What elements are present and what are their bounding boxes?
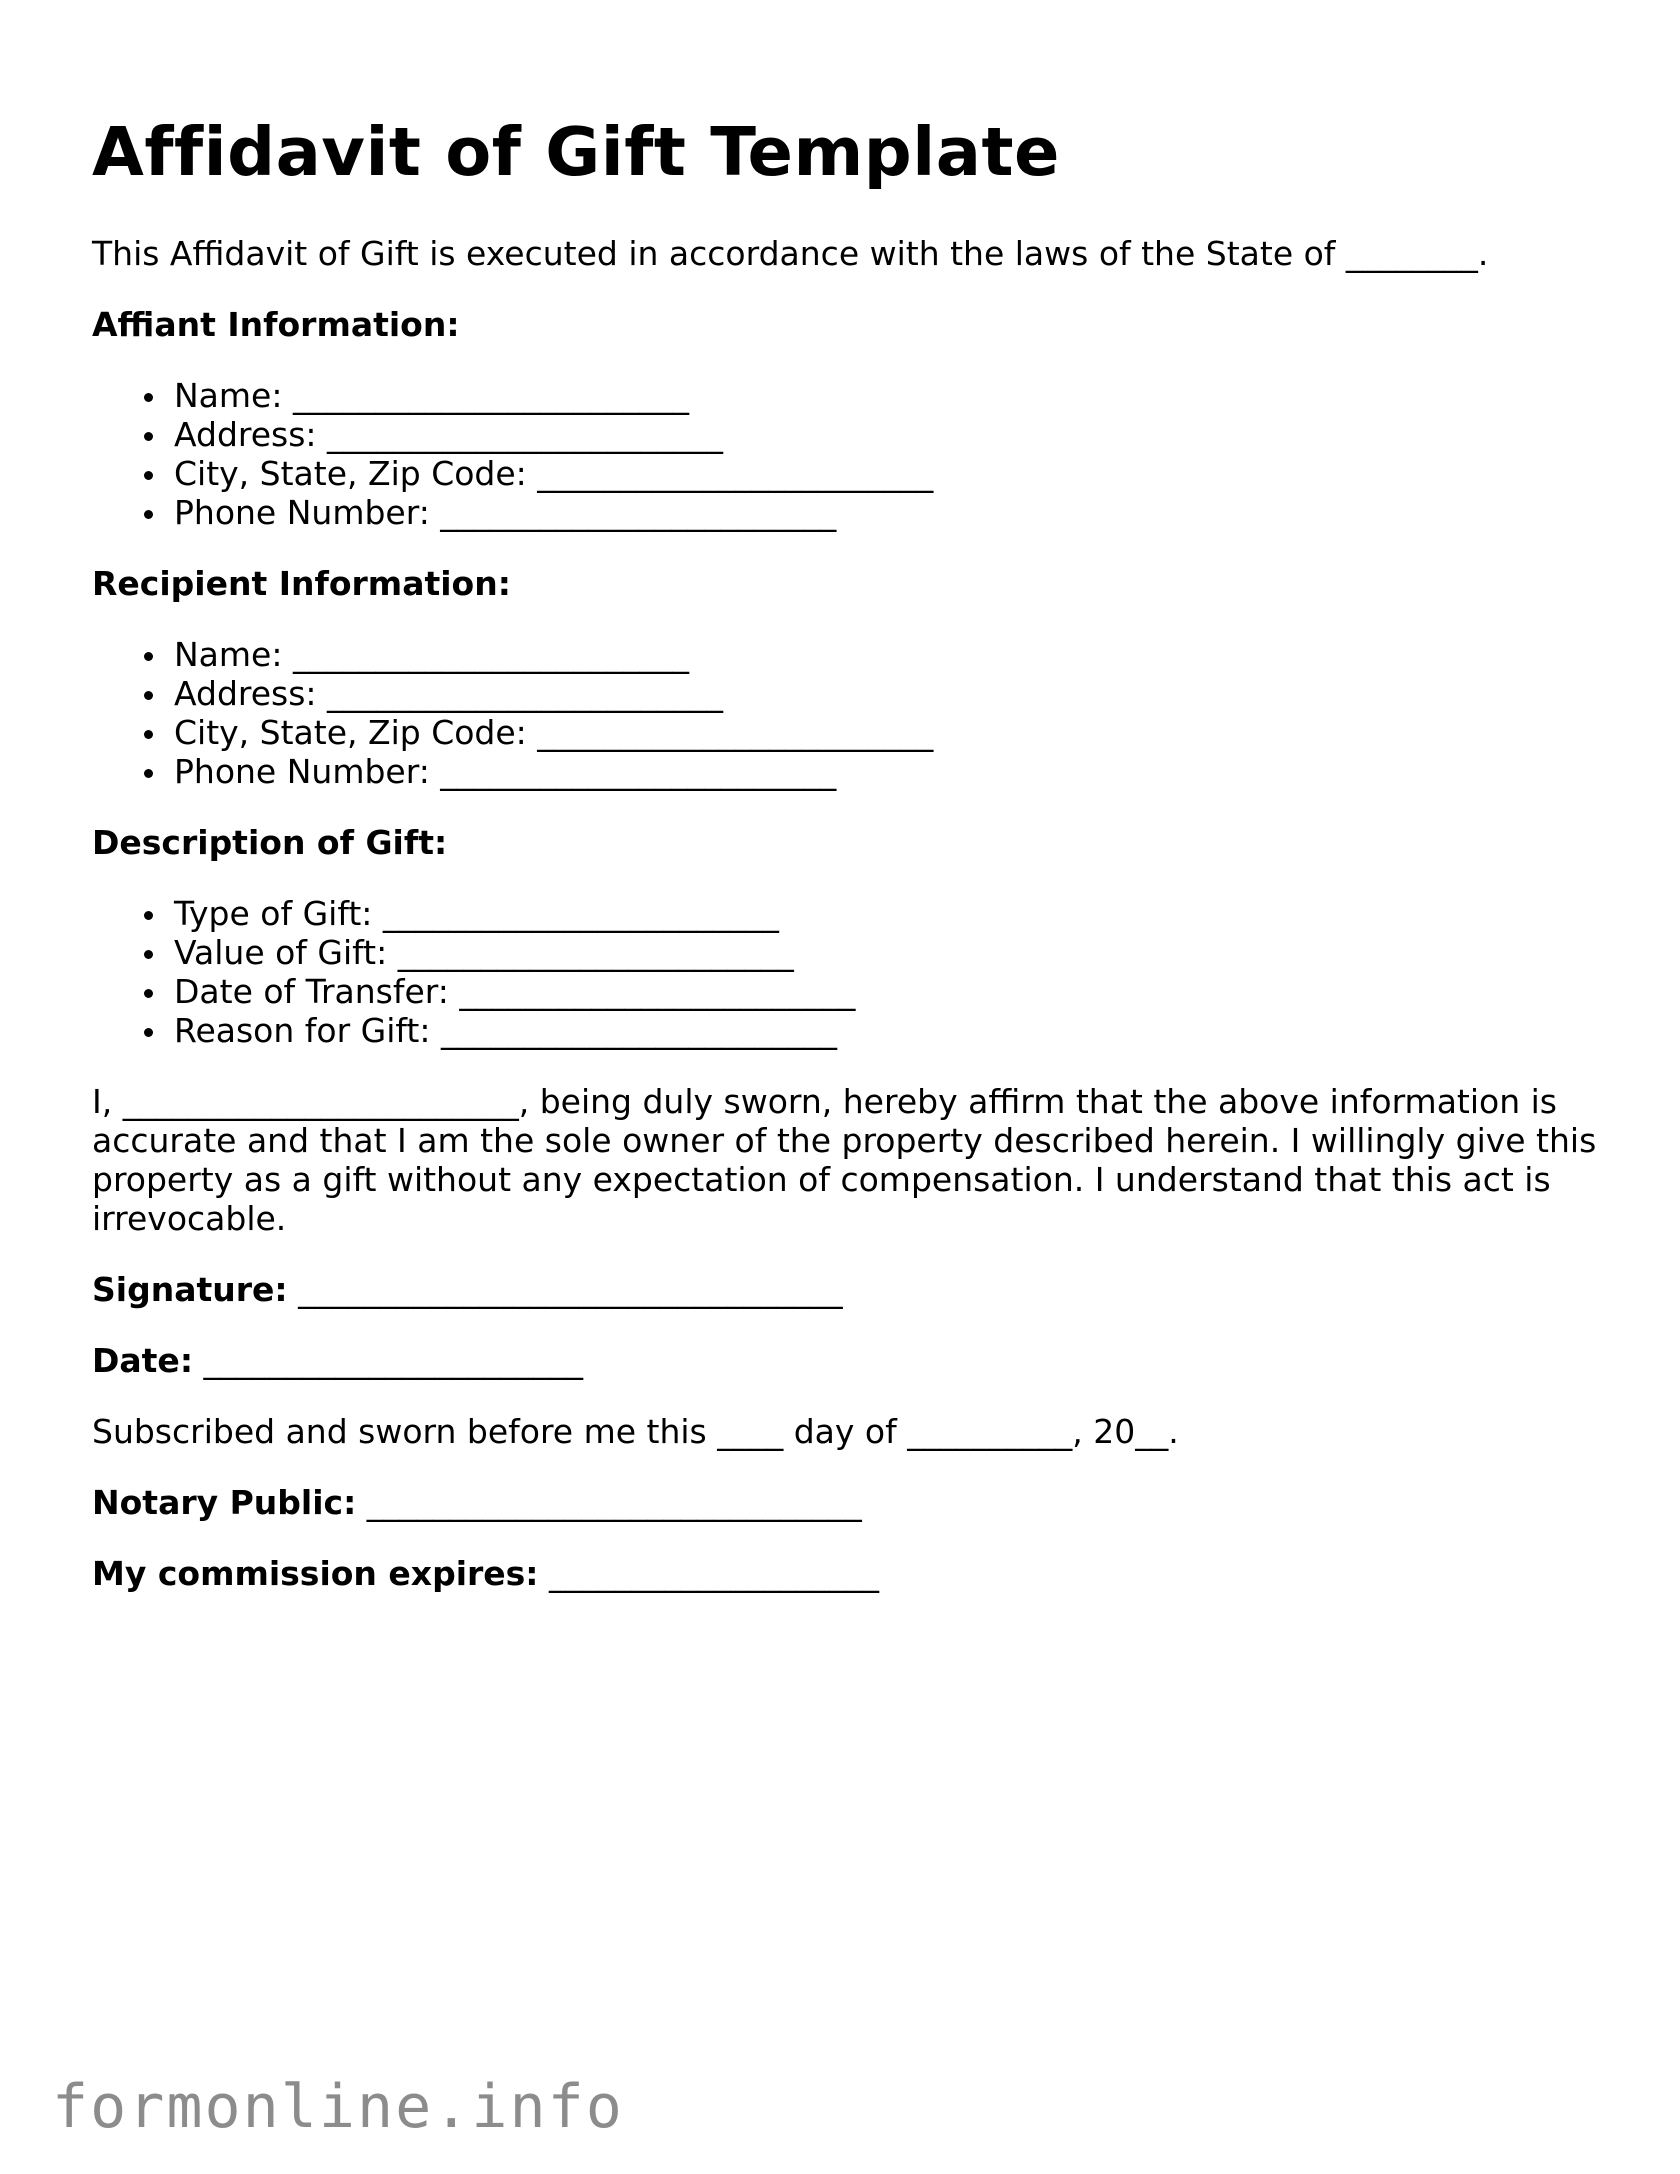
gift-date-item: Date of Transfer: ________________________ (174, 972, 1612, 1011)
watermark-text: formonline.info (52, 2072, 624, 2142)
signature-line (92, 1270, 1612, 1309)
signature-blank: _________________________________ (298, 1270, 843, 1309)
gift-heading: Description of Gift: (92, 823, 448, 862)
commission-label: My commission expires: (92, 1554, 539, 1593)
recipient-heading: Recipient Information: (92, 564, 511, 603)
commission-blank: ____________________ (549, 1554, 879, 1593)
affiant-name-item: Name: ________________________ (174, 376, 1612, 415)
gift-reason-item: Reason for Gift: ________________________ (174, 1011, 1612, 1050)
document-page (92, 112, 1612, 1625)
affiant-list (92, 376, 1612, 532)
gift-type-item: Type of Gift: ________________________ (174, 894, 1612, 933)
recipient-name-item: Name: ________________________ (174, 635, 1612, 674)
date-line (92, 1341, 1612, 1380)
sworn-paragraph: Subscribed and sworn before me this ____ day of __________, 20__. (92, 1412, 1179, 1451)
gift-list (92, 894, 1612, 1050)
recipient-phone-item: Phone Number: ________________________ (174, 752, 1612, 791)
commission-line (92, 1554, 1612, 1593)
affiant-phone-item: Phone Number: ________________________ (174, 493, 1612, 532)
signature-label: Signature: (92, 1270, 288, 1309)
intro-paragraph: This Affidavit of Gift is executed in accordance with the laws of the State of ________. (92, 234, 1489, 273)
recipient-address-item: Address: ________________________ (174, 674, 1612, 713)
notary-blank: ______________________________ (366, 1483, 862, 1522)
document-title: Affidavit of Gift Template (92, 113, 1060, 191)
affirmation-paragraph: I, ________________________, being duly sworn, hereby affirm that the above information is accurate and that I am the sole owner of the property described herein. I willingly give this property as a gift without any expectation of compensation. I understand that this act is irrevocable. (92, 1082, 1597, 1238)
affiant-heading: Affiant Information: (92, 305, 460, 344)
recipient-city-item: City, State, Zip Code: ________________________ (174, 713, 1612, 752)
date-label: Date: (92, 1341, 194, 1380)
recipient-list (92, 635, 1612, 791)
gift-value-item: Value of Gift: ________________________ (174, 933, 1612, 972)
date-blank: _______________________ (203, 1341, 584, 1380)
affiant-city-item: City, State, Zip Code: ________________________ (174, 454, 1612, 493)
notary-label: Notary Public: (92, 1483, 357, 1522)
notary-line (92, 1483, 1612, 1522)
affiant-address-item: Address: ________________________ (174, 415, 1612, 454)
